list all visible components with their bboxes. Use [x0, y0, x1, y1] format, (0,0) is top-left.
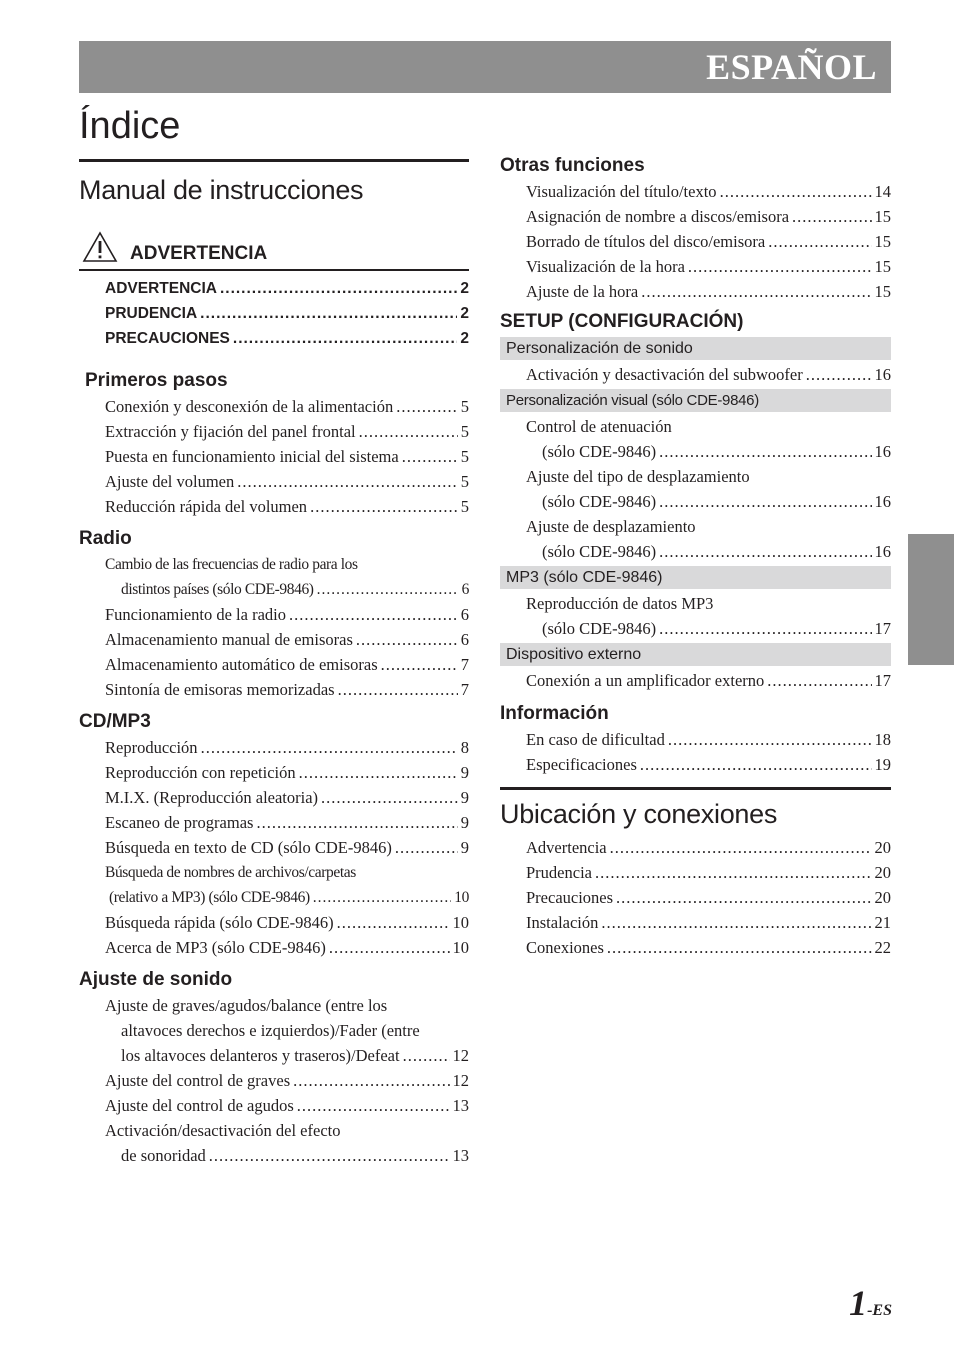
toc-entry-page: 9: [460, 788, 469, 807]
toc-entry-page: 10: [452, 938, 469, 957]
setup-list-1: [500, 362, 891, 387]
toc-entry-title: Ajuste de la hora: [526, 282, 639, 301]
toc-entry-title: (sólo CDE-9846): [542, 442, 657, 461]
toc-entry[interactable]: [79, 494, 469, 519]
toc-entry[interactable]: [79, 760, 469, 785]
toc-entry[interactable]: [79, 1068, 469, 1093]
toc-entry-page: 17: [874, 671, 891, 690]
toc-entry-page: 7: [460, 655, 469, 674]
toc-entry[interactable]: [500, 668, 891, 693]
leader-dots: [640, 752, 872, 777]
toc-entry-page: 9: [460, 838, 469, 857]
toc-entry-title: M.I.X. (Reproducción aleatoria): [105, 788, 319, 807]
setup-list-4: [500, 668, 891, 693]
toc-entry-page: 20: [874, 838, 891, 857]
subheading-otras: Otras funciones: [500, 155, 645, 176]
subheading-setup: SETUP (CONFIGURACIÓN): [500, 311, 744, 332]
toc-entry[interactable]: [500, 935, 891, 960]
leader-dots: [595, 860, 872, 885]
band-external-device: Dispositivo externo: [500, 643, 891, 666]
leader-dots: [659, 439, 871, 464]
toc-entry[interactable]: [500, 179, 891, 204]
toc-entry[interactable]: [500, 752, 891, 777]
toc-entry-title: Instalación: [526, 913, 599, 932]
toc-entry-title: Almacenamiento manual de emisoras: [105, 630, 353, 649]
toc-entry[interactable]: [79, 394, 469, 419]
toc-entry-title: Precauciones: [526, 888, 614, 907]
toc-entry-title: (sólo CDE-9846): [542, 542, 657, 561]
leader-dots: [310, 494, 458, 519]
info-list: [500, 727, 891, 777]
page-title: Índice: [79, 105, 181, 147]
leader-dots: [256, 810, 457, 835]
toc-entry-page: 16: [874, 542, 891, 561]
leader-dots: [768, 229, 871, 254]
section-rule: [79, 159, 469, 162]
toc-entry-title: (sólo CDE-9846): [542, 619, 657, 638]
toc-entry[interactable]: [500, 616, 891, 641]
toc-entry-title: Almacenamiento automático de emisoras: [105, 655, 378, 674]
band-visual-custom: Personalización visual (sólo CDE-9846): [500, 389, 891, 412]
toc-entry-page: 6: [460, 630, 469, 649]
page-number: [820, 1282, 892, 1324]
leader-dots: [237, 469, 458, 494]
toc-entry-page: 10: [452, 913, 469, 932]
leader-dots: [402, 444, 458, 469]
leader-dots: [396, 394, 458, 419]
subheading-radio: Radio: [79, 528, 132, 549]
toc-entry-page: 5: [460, 472, 469, 491]
leader-dots: [200, 301, 457, 326]
toc-entry-title: Asignación de nombre a discos/emisora: [526, 207, 790, 226]
leader-dots: [359, 419, 458, 444]
side-tab: [908, 534, 954, 665]
toc-entry-line[interactable]: Ajuste de desplazamiento: [526, 517, 696, 536]
toc-entry[interactable]: [79, 301, 469, 326]
leader-dots: [220, 276, 457, 301]
toc-entry[interactable]: [500, 910, 891, 935]
toc-entry-title: distintos países (sólo CDE-9846): [121, 581, 314, 598]
toc-entry-page: 13: [452, 1096, 469, 1115]
toc-entry[interactable]: [500, 362, 891, 387]
toc-entry-page: 20: [874, 888, 891, 907]
section-title-ubicacion: Ubicación y conexiones: [500, 799, 778, 829]
toc-entry-page: 16: [874, 365, 891, 384]
subheading-sonido: Ajuste de sonido: [79, 969, 233, 990]
leader-dots: [338, 677, 458, 702]
toc-entry-title: de sonoridad: [121, 1146, 206, 1165]
warning-heading-label: ADVERTENCIA: [130, 243, 268, 264]
ubicacion-list: [500, 835, 891, 960]
toc-entry-title: los altavoces delanteros y traseros)/Defeat: [121, 1046, 400, 1065]
toc-entry-title: Ajuste del control de agudos: [105, 1096, 294, 1115]
leader-dots: [209, 1143, 450, 1168]
toc-entry[interactable]: [500, 489, 891, 514]
toc-entry-page: 15: [874, 232, 891, 251]
left-column: [79, 159, 469, 1168]
radio-list: [79, 552, 469, 702]
toc-entry-title: ADVERTENCIA: [105, 280, 217, 297]
toc-entry-page: 6: [460, 605, 469, 624]
leader-dots: [720, 179, 872, 204]
toc-entry-page: 5: [460, 397, 469, 416]
toc-entry-title: Visualización de la hora: [526, 257, 685, 276]
leader-dots: [313, 885, 452, 910]
leader-dots: [601, 910, 871, 935]
toc-entry[interactable]: [79, 735, 469, 760]
primeros-list: [79, 394, 469, 519]
leader-dots: [806, 362, 872, 387]
toc-entry-title: Reducción rápida del volumen: [105, 497, 308, 516]
toc-entry-title: Reproducción con repetición: [105, 763, 296, 782]
toc-entry-line[interactable]: Ajuste del tipo de desplazamiento: [526, 467, 750, 486]
toc-entry-line[interactable]: Control de atenuación: [526, 417, 672, 436]
toc-entry-page: 21: [874, 913, 891, 932]
leader-dots: [641, 279, 871, 304]
toc-entry-page: 5: [460, 497, 469, 516]
leader-dots: [610, 835, 872, 860]
toc-entry-title: Especificaciones: [526, 755, 637, 774]
toc-entry[interactable]: [500, 860, 891, 885]
toc-entry[interactable]: [79, 785, 469, 810]
toc-entry-page: 12: [452, 1046, 469, 1065]
toc-entry-title: (sólo CDE-9846): [542, 492, 657, 511]
toc-entry-title: Puesta en funcionamiento inicial del sistema: [105, 447, 399, 466]
setup-list-2: [500, 414, 891, 564]
toc-entry-page: 15: [874, 257, 891, 276]
leader-dots: [659, 489, 871, 514]
toc-entry-title: Funcionamiento de la radio: [105, 605, 286, 624]
subheading-cdmp3: CD/MP3: [79, 711, 151, 732]
toc-entry[interactable]: [79, 469, 469, 494]
toc-entry-page: 22: [874, 938, 891, 957]
warning-triangle-icon: [82, 231, 118, 263]
toc-entry[interactable]: [79, 577, 469, 602]
toc-entry[interactable]: [79, 326, 469, 351]
right-column: [500, 152, 891, 960]
toc-entry-page: 17: [874, 619, 891, 638]
toc-entry[interactable]: [500, 835, 891, 860]
leader-dots: [297, 1093, 450, 1118]
toc-entry-page: 15: [874, 207, 891, 226]
page-number-suffix: -ES: [867, 1302, 892, 1319]
toc-entry[interactable]: [79, 602, 469, 627]
leader-dots: [233, 326, 457, 351]
toc-entry-page: 13: [452, 1146, 469, 1165]
toc-entry-title: Sintonía de emisoras memorizadas: [105, 680, 335, 699]
toc-entry[interactable]: [500, 204, 891, 229]
toc-entry-title: Ajuste del control de graves: [105, 1071, 291, 1090]
leader-dots: [381, 652, 458, 677]
toc-entry-page: 16: [874, 492, 891, 511]
language-banner: [79, 41, 891, 93]
toc-entry-title: (relativo a MP3) (sólo CDE-9846): [109, 889, 310, 906]
subheading-primeros: Primeros pasos: [85, 370, 228, 391]
toc-entry-title: Escaneo de programas: [105, 813, 254, 832]
toc-entry-title: Activación y desactivación del subwoofer: [526, 365, 803, 384]
toc-entry-page: 10: [454, 889, 469, 906]
leader-dots: [317, 577, 459, 602]
leader-dots: [321, 785, 458, 810]
leader-dots: [293, 1068, 449, 1093]
toc-entry-title: En caso de dificultad: [526, 730, 665, 749]
leader-dots: [668, 727, 872, 752]
leader-dots: [337, 910, 450, 935]
toc-entry-title: PRUDENCIA: [105, 305, 198, 322]
toc-entry[interactable]: [79, 677, 469, 702]
toc-entry-title: Conexión y desconexión de la alimentación: [105, 397, 394, 416]
leader-dots: [403, 1043, 450, 1068]
toc-entry-title: Búsqueda rápida (sólo CDE-9846): [105, 913, 334, 932]
leader-dots: [395, 835, 458, 860]
toc-entry[interactable]: [79, 1143, 469, 1168]
toc-entry-title: Acerca de MP3 (sólo CDE-9846): [105, 938, 326, 957]
toc-entry[interactable]: [500, 254, 891, 279]
warning-list: [79, 276, 469, 351]
toc-entry-page: 2: [460, 305, 469, 322]
toc-entry-line[interactable]: Reproducción de datos MP3: [526, 594, 714, 613]
band-mp3: MP3 (sólo CDE-9846): [500, 566, 891, 589]
setup-list-3: [500, 591, 891, 641]
toc-entry-line[interactable]: Ajuste de graves/agudos/balance (entre los: [105, 996, 388, 1015]
toc-entry-title: Ajuste del volumen: [105, 472, 235, 491]
toc-entry[interactable]: [79, 835, 469, 860]
toc-entry-page: 16: [874, 442, 891, 461]
toc-entry-title: Conexión a un amplificador externo: [526, 671, 765, 690]
toc-entry-title: Advertencia: [526, 838, 607, 857]
toc-entry-page: 20: [874, 863, 891, 882]
leader-dots: [356, 627, 458, 652]
section-rule: [500, 787, 891, 790]
toc-entry[interactable]: [79, 444, 469, 469]
toc-entry[interactable]: [500, 279, 891, 304]
toc-entry-page: 12: [452, 1071, 469, 1090]
toc-entry[interactable]: [79, 1093, 469, 1118]
leader-dots: [792, 204, 871, 229]
toc-entry-page: 18: [874, 730, 891, 749]
sonido-list: [79, 993, 469, 1168]
toc-entry-title: Visualización del título/texto: [526, 182, 717, 201]
leader-dots: [616, 885, 871, 910]
otras-list: [500, 179, 891, 304]
toc-entry[interactable]: [79, 419, 469, 444]
leader-dots: [607, 935, 872, 960]
toc-entry[interactable]: [79, 935, 469, 960]
leader-dots: [659, 539, 871, 564]
toc-entry[interactable]: [500, 727, 891, 752]
toc-entry-page: 9: [460, 763, 469, 782]
toc-entry[interactable]: [500, 439, 891, 464]
toc-entry-line[interactable]: Búsqueda de nombres de archivos/carpetas: [105, 864, 356, 881]
toc-entry-page: 19: [874, 755, 891, 774]
toc-entry[interactable]: [79, 276, 469, 301]
toc-entry[interactable]: [79, 627, 469, 652]
toc-entry-page: 5: [460, 422, 469, 441]
toc-entry[interactable]: [79, 810, 469, 835]
leader-dots: [329, 935, 450, 960]
toc-entry-line[interactable]: Cambio de las frecuencias de radio para los: [105, 556, 358, 573]
toc-entry-line[interactable]: altavoces derechos e izquierdos)/Fader (entre: [121, 1021, 420, 1040]
toc-entry-title: Búsqueda en texto de CD (sólo CDE-9846): [105, 838, 392, 857]
cdmp3-list: [79, 735, 469, 960]
toc-entry-page: 9: [460, 813, 469, 832]
section-title-manual: Manual de instrucciones: [79, 175, 364, 205]
subheading-info: Información: [500, 703, 609, 724]
toc-entry-title: Borrado de títulos del disco/emisora: [526, 232, 766, 251]
toc-entry-page: 2: [460, 330, 469, 347]
toc-entry-title: Extracción y fijación del panel frontal: [105, 422, 356, 441]
toc-entry-page: 14: [874, 182, 891, 201]
toc-entry-title: Conexiones: [526, 938, 604, 957]
language-label: ESPAÑOL: [706, 47, 877, 87]
toc-entry-page: 2: [460, 280, 469, 297]
toc-entry[interactable]: [79, 1043, 469, 1068]
leader-dots: [767, 668, 871, 693]
toc-entry-page: 15: [874, 282, 891, 301]
toc-entry-page: 8: [460, 738, 469, 757]
toc-entry-page: 6: [461, 581, 469, 598]
toc-entry[interactable]: [500, 229, 891, 254]
toc-entry[interactable]: [79, 652, 469, 677]
leader-dots: [688, 254, 872, 279]
toc-entry-title: Reproducción: [105, 738, 198, 757]
leader-dots: [299, 760, 458, 785]
toc-entry-line[interactable]: Activación/desactivación del efecto: [105, 1121, 341, 1140]
leader-dots: [201, 735, 458, 760]
toc-entry-title: PRECAUCIONES: [105, 330, 230, 347]
toc-entry-title: Prudencia: [526, 863, 592, 882]
leader-dots: [659, 616, 871, 641]
toc-entry[interactable]: [79, 885, 469, 910]
leader-dots: [289, 602, 458, 627]
toc-entry-page: 7: [460, 680, 469, 699]
band-sound-custom: Personalización de sonido: [500, 337, 891, 360]
toc-entry-page: 5: [460, 447, 469, 466]
warning-heading: [79, 226, 469, 271]
toc-entry[interactable]: [500, 885, 891, 910]
toc-entry[interactable]: [79, 910, 469, 935]
page-number-value: 1: [849, 1283, 868, 1323]
toc-entry[interactable]: [500, 539, 891, 564]
